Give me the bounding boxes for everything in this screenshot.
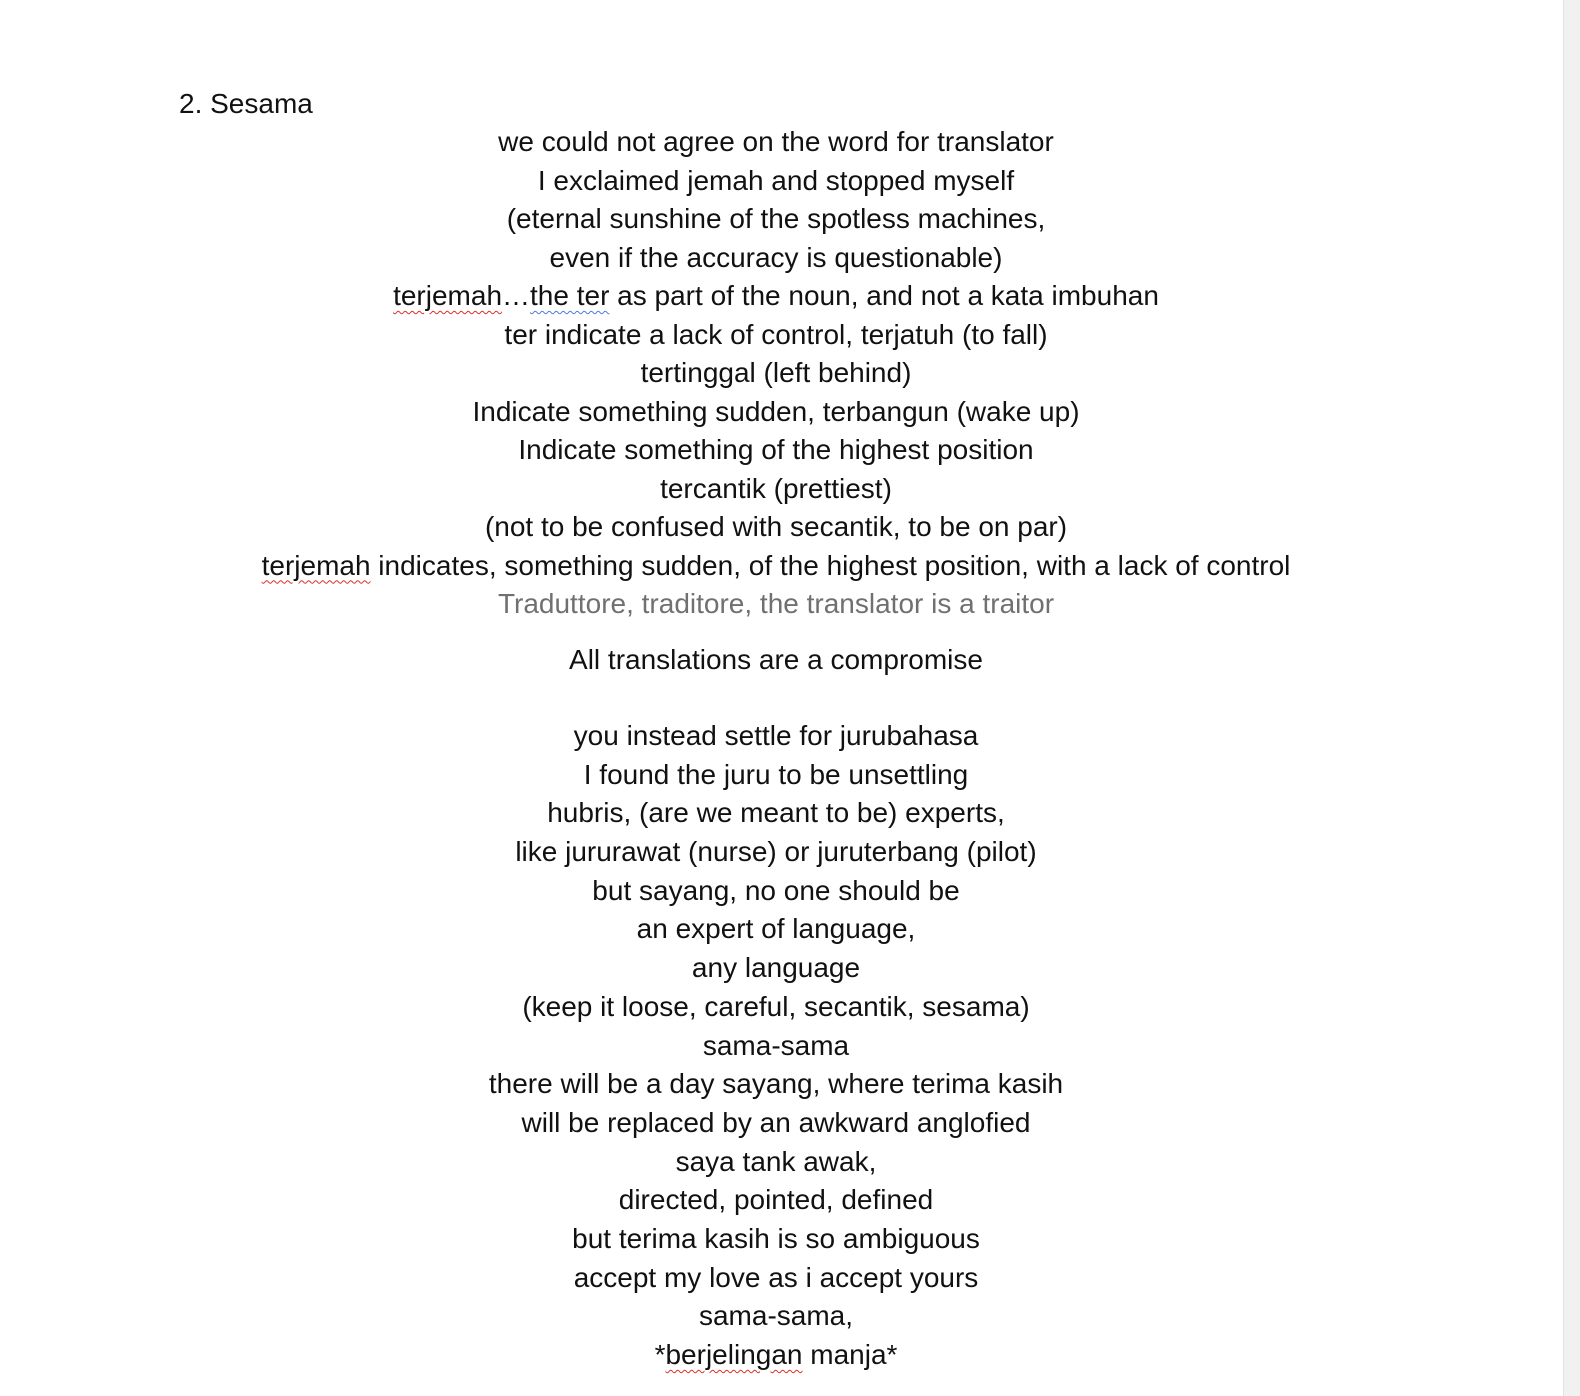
poem-line — [0, 1336, 1552, 1375]
line-text: manja* — [802, 1339, 898, 1370]
grammar-check-phrase[interactable]: the ter — [530, 280, 610, 311]
poem-line: any language — [691, 952, 861, 984]
line-text: as part of the noun, and not a kata imbuhan — [609, 280, 1159, 311]
poem-line: but terima kasih is so ambiguous — [572, 1222, 980, 1254]
spellcheck-word[interactable]: terjemah — [393, 280, 503, 311]
poem-line: ter indicate a lack of control, terjatuh (to fall) — [504, 318, 1048, 350]
poem-compromise — [0, 641, 1552, 680]
poem-line: will be replaced by an awkward anglofied — [521, 1106, 1031, 1138]
spellcheck-word[interactable]: berjelingan — [665, 1339, 803, 1370]
poem-line: there will be a day sayang, where terima kasih — [488, 1068, 1064, 1100]
poem-line: tercantik (prettiest) — [660, 472, 892, 504]
spellcheck-word[interactable]: terjemah — [261, 549, 371, 581]
poem-line — [0, 277, 1552, 316]
poem-line: sama-sama, — [698, 1300, 854, 1332]
poem-line-muted: Traduttore, traditore, the translator is a traitor — [497, 588, 1055, 619]
poem-line: All translations are a compromise — [569, 644, 983, 675]
scrollbar-track[interactable] — [1563, 0, 1580, 1396]
poem-line: but sayang, no one should be — [592, 874, 960, 906]
poem-line: (keep it loose, careful, secantik, sesama) — [522, 990, 1030, 1022]
poem-line: hubris, (are we meant to be) experts, — [547, 797, 1005, 829]
poem-line: I exclaimed jemah and stopped myself — [537, 164, 1015, 196]
poem-line: accept my love as i accept yours — [573, 1261, 979, 1293]
poem-line: Indicate something of the highest position — [518, 434, 1034, 465]
ellipsis: … — [502, 280, 531, 311]
poem-line: even if the accuracy is questionable) — [549, 241, 1003, 273]
line-text: indicates, something sudden, of the highest position, with a lack of control — [370, 549, 1291, 581]
poem-line: like jururawat (nurse) or juruterbang (pilot) — [515, 836, 1037, 868]
poem-line: an expert of language, — [636, 913, 916, 945]
poem-line: (eternal sunshine of the spotless machines, — [506, 203, 1046, 234]
poem-line: tertinggal (left behind) — [640, 357, 912, 388]
poem-line: directed, pointed, defined — [618, 1184, 934, 1216]
poem-line: we could not agree on the word for translator — [498, 126, 1054, 157]
poem-line: Indicate something sudden, terbangun (wake up) — [472, 395, 1080, 427]
poem-line: sama-sama — [702, 1029, 850, 1061]
poem-stanza-1 — [0, 123, 1552, 624]
poem-heading: 2. Sesama — [179, 88, 313, 119]
poem-line — [0, 547, 1552, 586]
poem-line: you instead settle for jurubahasa — [573, 720, 979, 751]
poem-line: saya tank awak, — [675, 1145, 877, 1177]
poem-line: (not to be confused with secantik, to be on par) — [484, 511, 1068, 542]
line-text: * — [654, 1339, 666, 1370]
poem-stanza-2 — [0, 717, 1552, 1375]
poem-line: I found the juru to be unsettling — [583, 758, 969, 790]
